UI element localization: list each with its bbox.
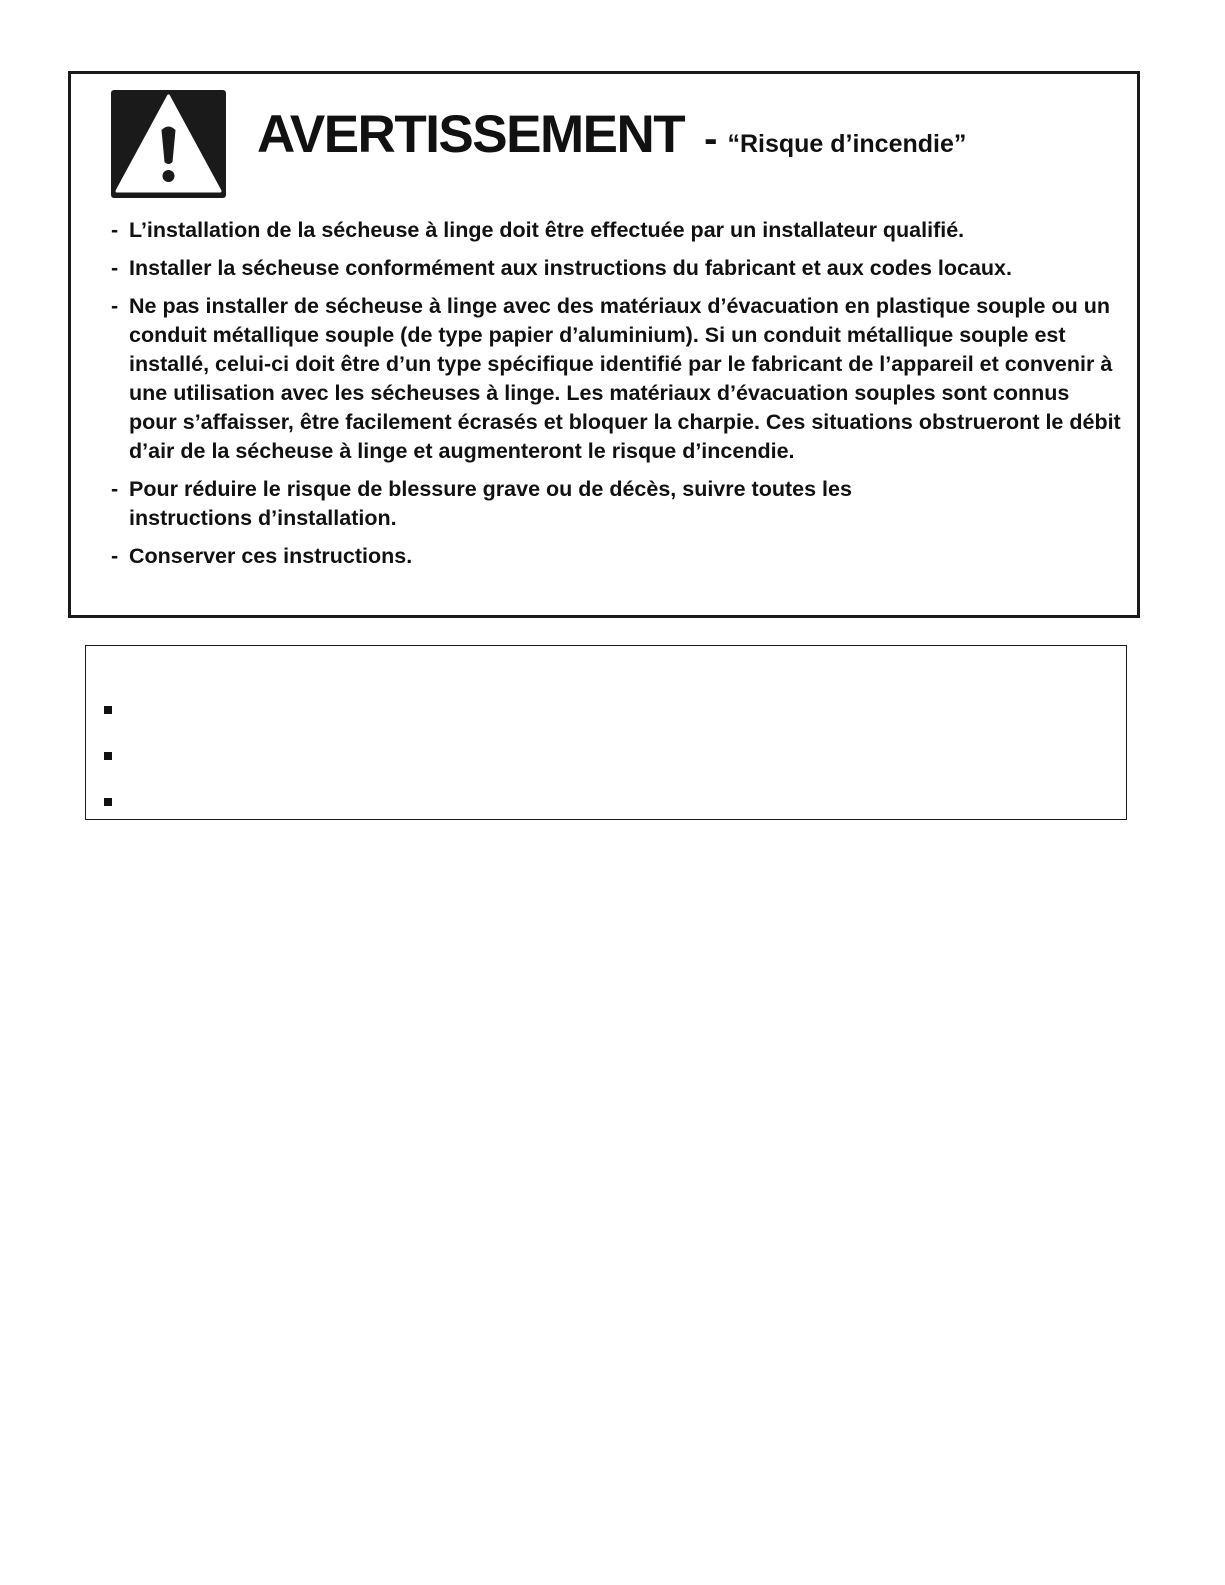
- bullet-marker: [104, 798, 112, 806]
- warning-item-text: Conserver ces instructions.: [129, 544, 413, 568]
- warning-item-install-per-instructions: [111, 254, 1121, 283]
- warning-subtitle: “Risque d’incendie”: [727, 130, 967, 158]
- warning-item-text: L’installation de la sécheuse à linge doit être effectuée par un installateur qualifié.: [129, 218, 965, 242]
- warning-item-exhaust-materials: [111, 292, 1121, 466]
- item-dash: -: [111, 218, 119, 242]
- warning-title-separator: -: [704, 117, 718, 161]
- bullet-marker: [104, 706, 112, 714]
- warning-item-text: Pour réduire le risque de blessure grave ou de décès, suivre toutes les instructions d’installation.: [129, 477, 852, 530]
- warning-triangle-icon: [111, 90, 226, 198]
- fire-hazard-warning-box: [68, 71, 1140, 618]
- item-dash: -: [111, 544, 119, 568]
- warning-item-reduce-risk: [111, 475, 919, 533]
- item-dash: -: [111, 294, 119, 318]
- warning-item-keep-instructions: [111, 542, 1121, 571]
- warning-title: AVERTISSEMENT: [257, 105, 685, 164]
- warning-item-text: Ne pas installer de sécheuse à linge avec des matériaux d’évacuation en plastique souple ou un conduit métallique souple (de type papier d’aluminium). Si un conduit métallique souple est installé, celui-ci doit être d’un type spécifique identifié par le fabricant de l’appareil et convenir à une utilisation avec les sécheuses à linge. Les matériaux d’évacuation souples sont connus pour s’affaisser, être facilement écrasés et bloquer la charpie. Ces situations obstrueront le débit d’air de la sécheuse à linge et augmenteront le risque d’incendie.: [129, 294, 1121, 463]
- warning-item-text: Installer la sécheuse conformément aux instructions du fabricant et aux codes locaux.: [129, 256, 1012, 280]
- warning-item-qualified-installer: [111, 216, 1121, 245]
- item-dash: -: [111, 477, 119, 501]
- item-dash: -: [111, 256, 119, 280]
- warning-heading: [257, 105, 967, 164]
- info-box: [85, 645, 1127, 820]
- bullet-marker: [104, 752, 112, 760]
- warning-instructions-list: [111, 216, 1121, 580]
